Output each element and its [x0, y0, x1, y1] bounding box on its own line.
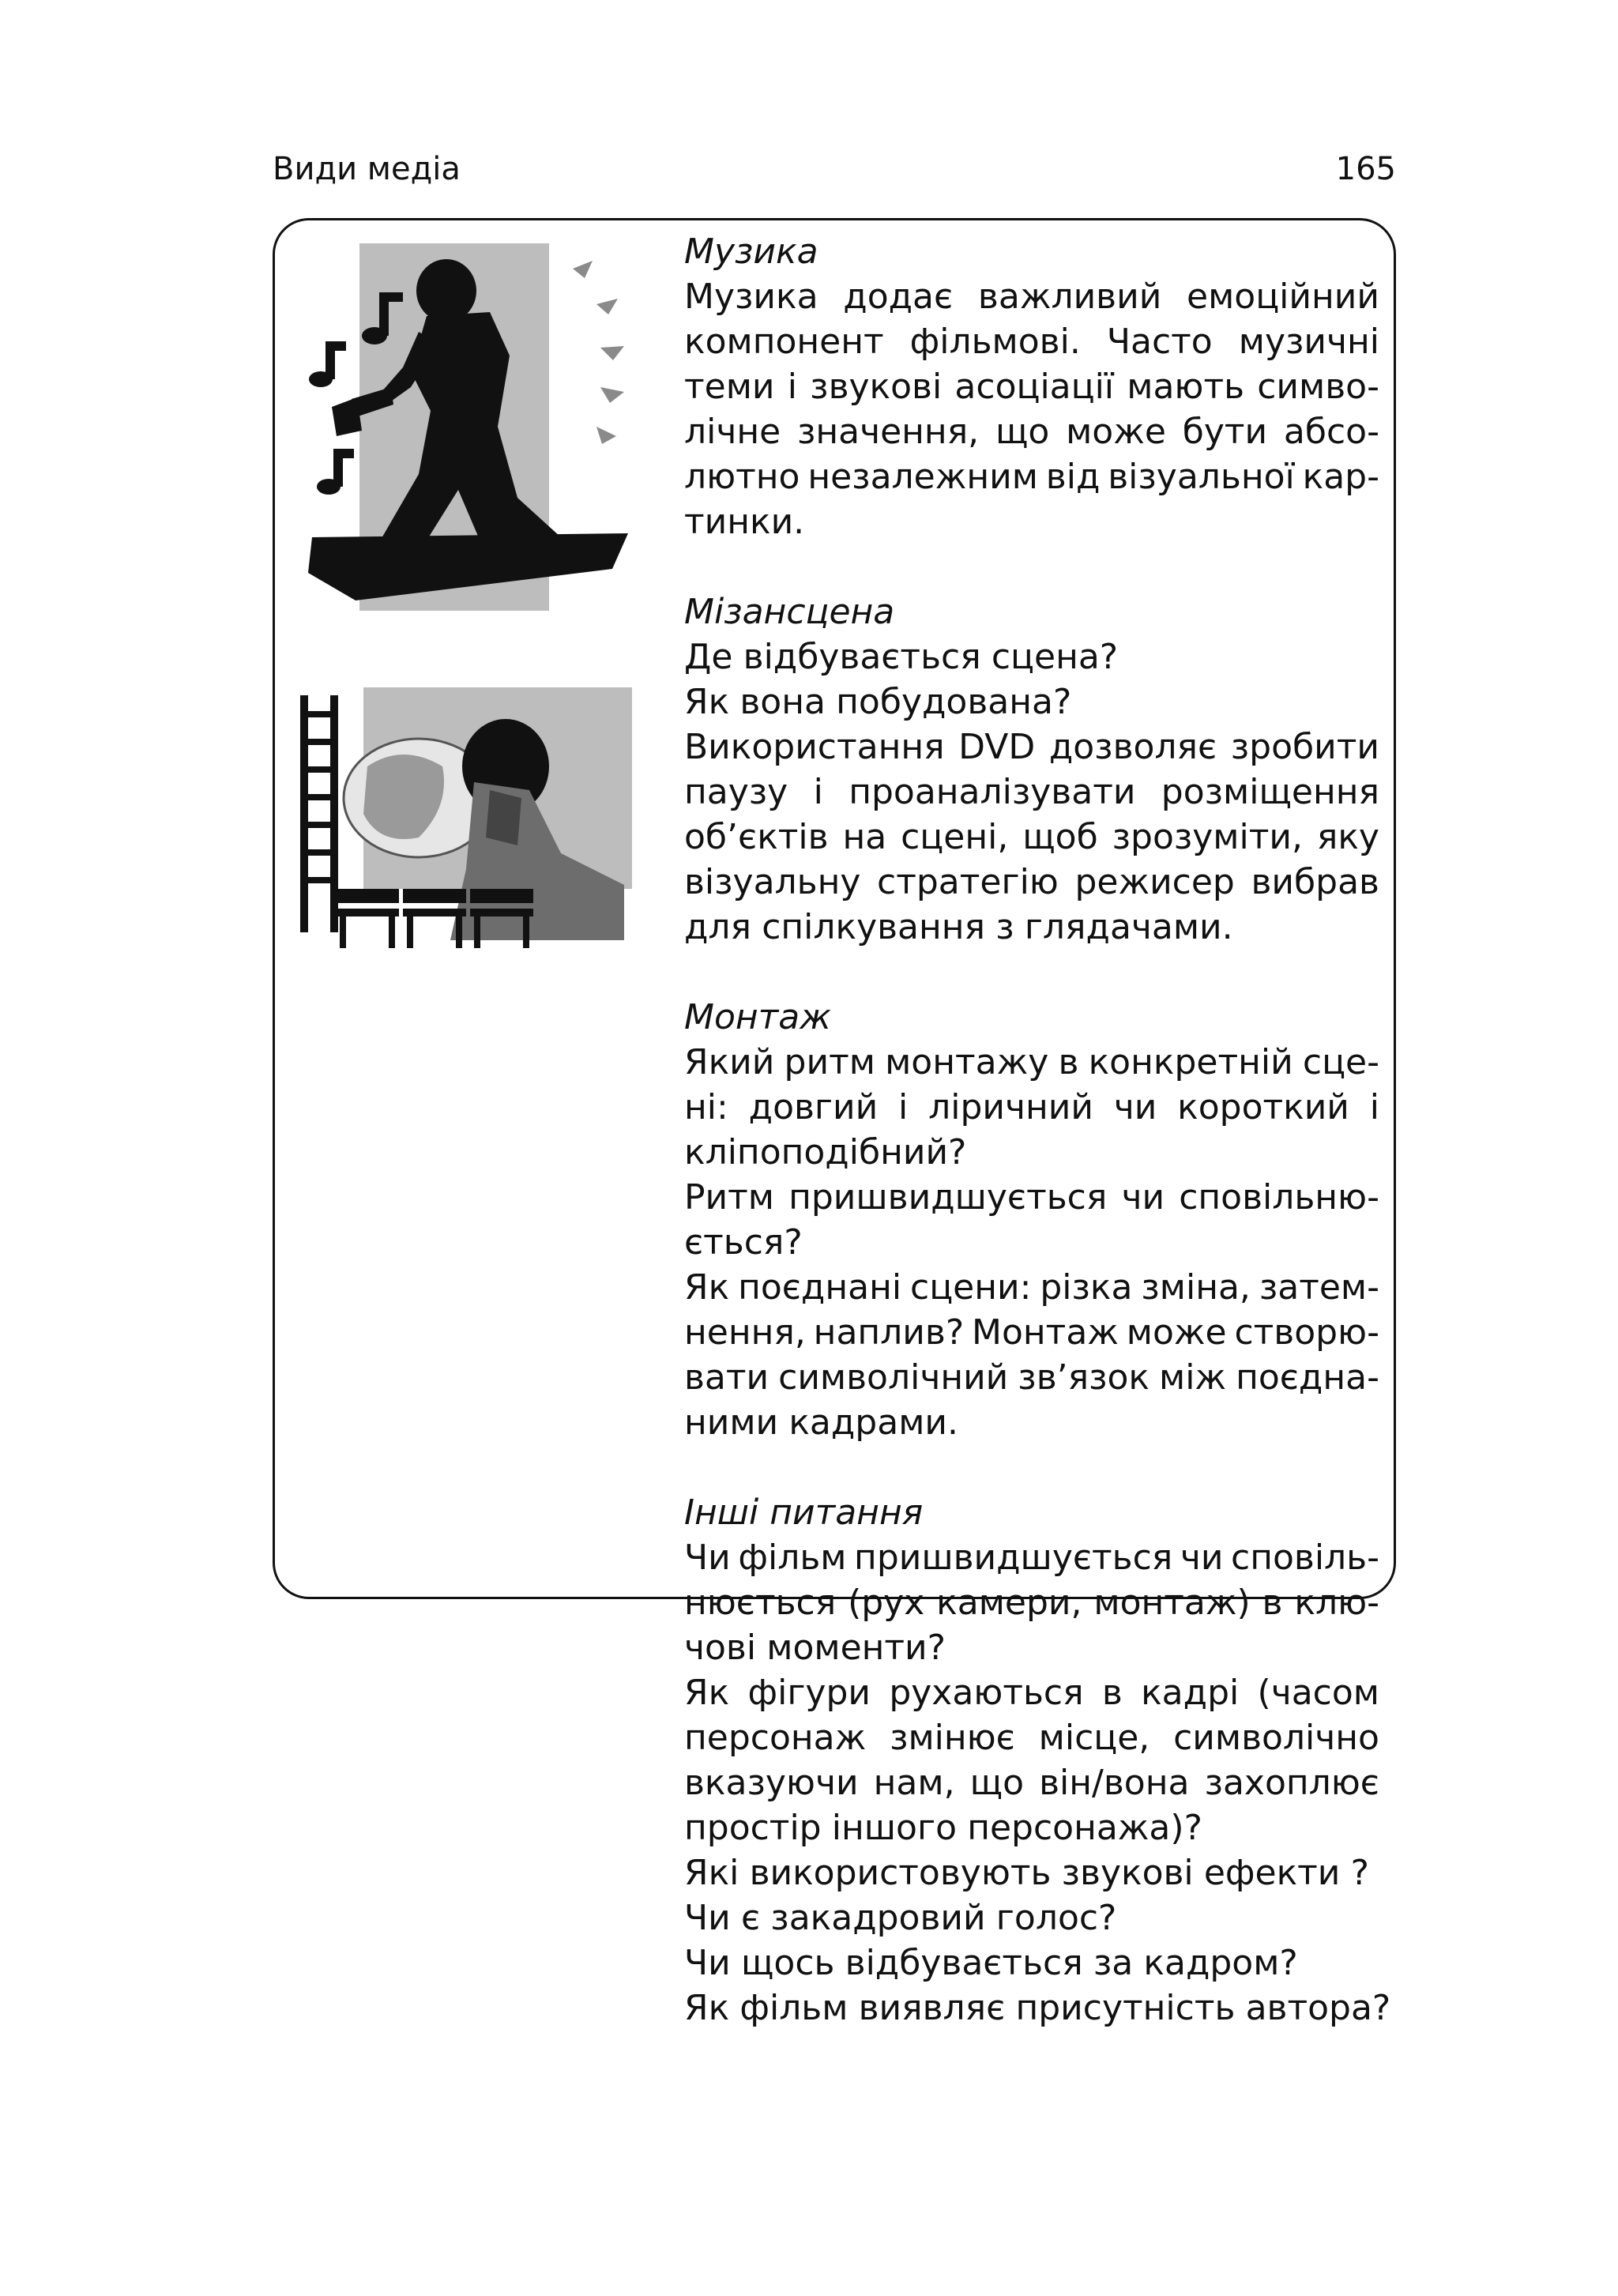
text-line: Чи є закадровий голос? — [684, 1898, 1117, 1938]
text-line: ні: довгий і ліричний чи короткий і — [684, 1087, 1379, 1127]
running-head — [273, 147, 1396, 191]
text-line: тинки. — [684, 502, 805, 542]
text-line: Які використовують звукові ефекти ? — [684, 1853, 1369, 1893]
text-line: Як фігури рухаються в кадрі (часом — [684, 1673, 1379, 1713]
text-line: Музика додає важливий емоційний — [684, 277, 1379, 317]
text-line: персонаж змінює місце, символічно — [684, 1718, 1379, 1758]
text-line: Який ритм монтажу в конкретній сце- — [684, 1042, 1379, 1082]
page-number: 165 — [1335, 151, 1396, 187]
text-line: Чи щось відбувається за кадром? — [684, 1943, 1298, 1983]
text-line: чові моменти? — [684, 1628, 946, 1668]
text-line: Де відбувається сцена? — [684, 637, 1119, 677]
section — [684, 995, 1379, 1445]
text-line: Як вона побудована? — [684, 682, 1072, 722]
section-title: Мізансцена — [684, 592, 895, 632]
text-line: Використання DVD дозволяє зробити — [684, 727, 1379, 767]
text-line: лютно незалежним від візуальної кар- — [684, 457, 1379, 497]
trumpet-player-clipart-icon — [300, 237, 632, 616]
section-title: Інші питання — [684, 1492, 924, 1533]
text-line: для спілкування з глядачами. — [684, 907, 1233, 947]
text-line: нення, наплив? Монтаж може створю- — [684, 1312, 1379, 1353]
section — [684, 1490, 1391, 2031]
text-line: нюється (рух камери, монтаж) в клю- — [684, 1583, 1379, 1623]
text-column — [684, 229, 1391, 2031]
section — [684, 229, 1379, 544]
text-line: Як поєднані сцени: різка зміна, затем- — [684, 1267, 1379, 1308]
running-head-title: Види медіа — [273, 151, 461, 187]
text-line: візуальну стратегію режисер вибрав — [684, 862, 1379, 902]
text-line: вати символічний зв’язок між поєдна- — [684, 1357, 1379, 1398]
text-line: об’єктів на сцені, щоб зрозуміти, яку — [684, 817, 1379, 857]
text-line: теми і звукові асоціації мають симво- — [684, 367, 1379, 407]
text-line: ними кадрами. — [684, 1402, 958, 1443]
section-title: Монтаж — [684, 997, 831, 1037]
section — [684, 589, 1379, 950]
text-line: кліпоподібний? — [684, 1132, 967, 1172]
text-line: вказуючи нам, що він/вона захоплює — [684, 1763, 1379, 1803]
text-line: лічне значення, що може бути абсо- — [684, 412, 1379, 452]
text-line: Чи фільм пришвидшується чи сповіль- — [684, 1538, 1379, 1578]
text-line: компонент фільмові. Часто музичні — [684, 322, 1379, 362]
text-line: ється? — [684, 1222, 803, 1263]
text-line: паузу і проаналізувати розміщення — [684, 772, 1379, 812]
cinema-screen-clipart-icon — [292, 679, 640, 964]
text-line: Як фільм виявляє присутність автора? — [684, 1988, 1391, 2028]
text-line: Ритм пришвидшується чи сповільню- — [684, 1177, 1379, 1218]
section-title: Музика — [684, 231, 818, 272]
text-line: простір іншого персонажа)? — [684, 1808, 1202, 1848]
